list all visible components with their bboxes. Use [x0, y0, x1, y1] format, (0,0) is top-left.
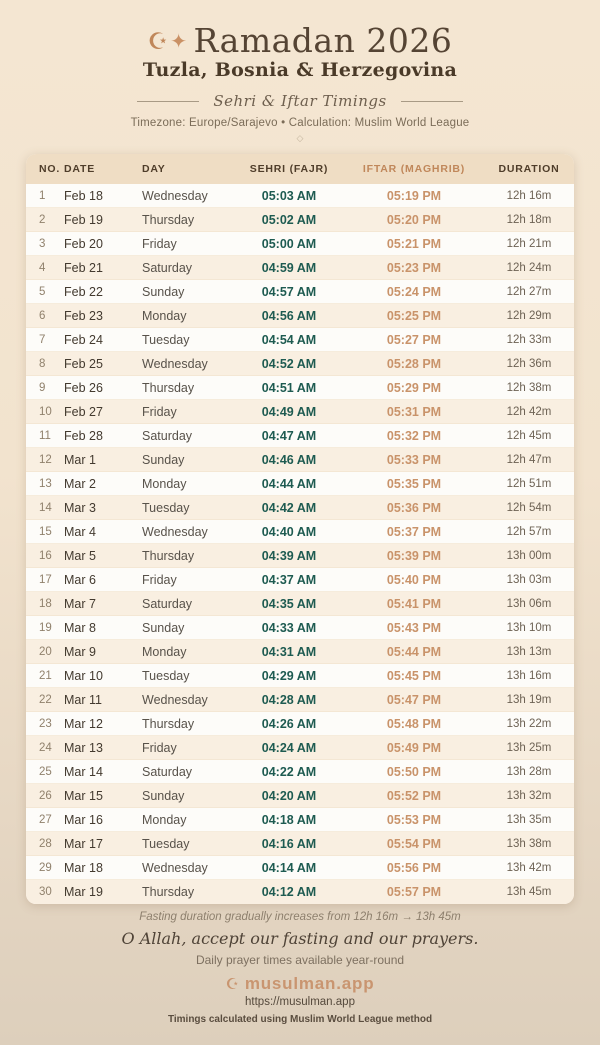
cell-no: 8 [39, 357, 46, 370]
cell-duration: 13h 22m [506, 717, 552, 730]
cell-duration: 13h 19m [506, 693, 552, 706]
divider-line-right [401, 101, 463, 102]
table-row [26, 784, 574, 808]
cell-day: Thursday [142, 380, 195, 395]
table-body [26, 184, 574, 904]
cell-iftar: 05:37 PM [386, 524, 442, 539]
cell-iftar: 05:27 PM [386, 332, 442, 347]
cell-sehri: 04:59 AM [261, 260, 317, 275]
cell-date: Mar 14 [64, 764, 103, 779]
cell-duration: 13h 42m [506, 861, 552, 874]
cell-no: 24 [39, 741, 52, 754]
table-row [26, 880, 574, 904]
cell-duration: 12h 54m [506, 501, 552, 514]
cell-no: 7 [39, 333, 46, 346]
column-header-iftar: IFTAR (MAGHRIB) [362, 163, 466, 175]
cell-iftar: 05:57 PM [386, 885, 442, 899]
page-title [0, 21, 600, 60]
cell-duration: 12h 33m [506, 333, 552, 346]
cell-sehri: 04:52 AM [261, 356, 317, 371]
sparkle-icon: ✦ [170, 29, 188, 53]
cell-duration: 12h 27m [506, 285, 552, 298]
cell-sehri: 04:42 AM [261, 500, 317, 515]
cell-no: 26 [39, 789, 52, 802]
table-row [26, 664, 574, 688]
cell-iftar: 05:33 PM [386, 452, 442, 467]
table-row [26, 184, 574, 208]
cell-date: Mar 13 [64, 740, 103, 755]
cell-day: Wednesday [142, 860, 208, 875]
cell-iftar: 05:43 PM [386, 620, 442, 635]
cell-no: 3 [39, 237, 46, 250]
cell-duration: 12h 51m [506, 477, 552, 490]
cell-no: 12 [39, 453, 52, 466]
cell-sehri: 04:56 AM [261, 308, 317, 323]
cell-date: Mar 9 [64, 644, 96, 659]
cell-no: 1 [39, 189, 46, 202]
cell-iftar: 05:56 PM [386, 860, 442, 875]
section-title: Sehri & Iftar Timings [213, 92, 387, 110]
cell-day: Monday [142, 644, 187, 659]
table-row [26, 376, 574, 400]
cell-date: Feb 25 [64, 356, 103, 371]
table-row [26, 568, 574, 592]
cell-day: Friday [142, 572, 177, 587]
table-row [26, 232, 574, 256]
table-row [26, 856, 574, 880]
cell-day: Friday [142, 740, 177, 755]
cell-sehri: 04:12 AM [261, 885, 317, 899]
table-row [26, 256, 574, 280]
section-heading [0, 92, 600, 110]
cell-day: Thursday [142, 548, 195, 563]
cell-iftar: 05:39 PM [386, 548, 442, 563]
cell-sehri: 04:35 AM [261, 596, 317, 611]
table-row [26, 736, 574, 760]
cell-no: 17 [39, 573, 52, 586]
cell-date: Feb 21 [64, 260, 103, 275]
cell-no: 28 [39, 837, 52, 850]
cell-sehri: 04:57 AM [261, 284, 317, 299]
cell-date: Feb 19 [64, 212, 103, 227]
cell-no: 18 [39, 597, 52, 610]
table-row [26, 592, 574, 616]
table-row [26, 400, 574, 424]
cell-date: Mar 18 [64, 860, 103, 875]
table-row [26, 448, 574, 472]
brand-url: https://musulman.app [245, 996, 355, 1008]
brand-label: musulman.app [244, 974, 375, 993]
cell-sehri: 04:20 AM [261, 788, 317, 803]
cell-sehri: 04:29 AM [261, 668, 317, 683]
duration-note: Fasting duration gradually increases from 12h 16m → 13h 45m [139, 911, 461, 923]
cell-iftar: 05:28 PM [386, 356, 442, 371]
cell-day: Saturday [142, 764, 193, 779]
cell-sehri: 05:00 AM [261, 236, 317, 251]
cell-no: 15 [39, 525, 52, 538]
cell-duration: 13h 13m [506, 645, 552, 658]
cell-duration: 12h 29m [506, 309, 552, 322]
cell-no: 2 [39, 213, 46, 226]
cell-no: 6 [39, 309, 46, 322]
table-header-row [26, 154, 574, 184]
cell-iftar: 05:40 PM [386, 572, 442, 587]
cell-iftar: 05:19 PM [386, 188, 442, 203]
cell-duration: 12h 24m [506, 261, 552, 274]
cell-date: Mar 3 [64, 500, 96, 515]
cell-day: Friday [142, 404, 177, 419]
cell-duration: 13h 38m [506, 837, 552, 850]
table-row [26, 496, 574, 520]
cell-date: Mar 5 [64, 548, 96, 563]
cell-day: Sunday [142, 452, 185, 467]
cell-no: 29 [39, 861, 52, 874]
cell-no: 4 [39, 261, 46, 274]
cell-sehri: 04:22 AM [261, 764, 317, 779]
table-row [26, 208, 574, 232]
cell-no: 5 [39, 285, 46, 298]
cell-day: Tuesday [142, 332, 190, 347]
cell-no: 21 [39, 669, 52, 682]
cell-date: Mar 8 [64, 620, 96, 635]
cell-iftar: 05:44 PM [386, 644, 442, 659]
cell-sehri: 04:14 AM [261, 860, 317, 875]
availability-text: Daily prayer times available year-round [195, 953, 405, 967]
cell-no: 11 [39, 429, 51, 442]
title-text: Ramadan 2026 [193, 21, 453, 60]
cell-date: Feb 23 [64, 308, 103, 323]
cell-day: Tuesday [142, 836, 190, 851]
cell-duration: 13h 35m [506, 813, 552, 826]
column-header-no: NO. [39, 163, 61, 175]
cell-date: Mar 2 [64, 476, 96, 491]
brand-crescent-icon: ☪ [225, 976, 240, 993]
cell-date: Mar 4 [64, 524, 96, 539]
table-row [26, 424, 574, 448]
cell-day: Tuesday [142, 500, 190, 515]
cell-no: 22 [39, 693, 52, 706]
cell-duration: 12h 21m [506, 237, 552, 250]
cell-date: Mar 7 [64, 596, 96, 611]
cell-date: Mar 11 [64, 692, 102, 707]
cell-no: 23 [39, 717, 52, 730]
dua-text: O Allah, accept our fasting and our prayers. [121, 929, 479, 948]
column-header-duration: DURATION [498, 163, 560, 175]
cell-iftar: 05:52 PM [386, 788, 442, 803]
cell-sehri: 05:03 AM [261, 188, 317, 203]
cell-date: Mar 10 [64, 668, 103, 683]
crescent-star-icon: ☪ [147, 29, 169, 55]
brand-name [0, 974, 600, 994]
cell-no: 20 [39, 645, 52, 658]
cell-date: Mar 19 [64, 885, 103, 899]
cell-day: Monday [142, 476, 187, 491]
cell-no: 10 [39, 405, 52, 418]
table-row [26, 352, 574, 376]
cell-iftar: 05:29 PM [386, 380, 442, 395]
cell-day: Thursday [142, 212, 195, 227]
cell-duration: 13h 06m [506, 597, 552, 610]
cell-date: Mar 12 [64, 716, 103, 731]
table-row [26, 280, 574, 304]
cell-sehri: 04:51 AM [261, 380, 317, 395]
cell-no: 9 [39, 381, 46, 394]
cell-date: Feb 20 [64, 236, 103, 251]
cell-no: 25 [39, 765, 52, 778]
cell-no: 13 [39, 477, 52, 490]
cell-no: 16 [39, 549, 52, 562]
cell-date: Feb 24 [64, 332, 103, 347]
cell-no: 27 [39, 813, 52, 826]
cell-sehri: 04:28 AM [261, 692, 317, 707]
cell-duration: 13h 03m [506, 573, 552, 586]
cell-day: Monday [142, 812, 187, 827]
cell-day: Sunday [142, 788, 185, 803]
cell-sehri: 04:33 AM [261, 620, 317, 635]
cell-iftar: 05:47 PM [386, 692, 442, 707]
cell-iftar: 05:23 PM [386, 260, 442, 275]
cell-sehri: 04:54 AM [261, 332, 317, 347]
cell-iftar: 05:24 PM [386, 284, 442, 299]
table-row [26, 328, 574, 352]
cell-iftar: 05:25 PM [386, 308, 442, 323]
cell-day: Saturday [142, 596, 193, 611]
cell-date: Mar 16 [64, 812, 103, 827]
cell-sehri: 05:02 AM [261, 212, 317, 227]
cell-iftar: 05:53 PM [386, 812, 442, 827]
cell-day: Wednesday [142, 524, 208, 539]
cell-duration: 12h 38m [506, 381, 552, 394]
cell-day: Wednesday [142, 692, 208, 707]
cell-sehri: 04:24 AM [261, 740, 317, 755]
cell-iftar: 05:31 PM [386, 404, 442, 419]
cell-date: Feb 27 [64, 404, 103, 419]
cell-sehri: 04:44 AM [261, 476, 317, 491]
cell-sehri: 04:18 AM [261, 812, 317, 827]
cell-date: Mar 6 [64, 572, 96, 587]
cell-no: 30 [39, 886, 52, 898]
cell-day: Thursday [142, 885, 195, 899]
cell-duration: 12h 57m [506, 525, 552, 538]
calculation-method-text: Timings calculated using Muslim World League method [167, 1014, 433, 1025]
cell-sehri: 04:26 AM [261, 716, 317, 731]
cell-iftar: 05:54 PM [386, 836, 442, 851]
cell-day: Wednesday [142, 356, 208, 371]
table-row [26, 304, 574, 328]
cell-date: Mar 1 [64, 452, 96, 467]
cell-duration: 13h 00m [506, 549, 552, 562]
table-row [26, 808, 574, 832]
cell-no: 19 [39, 621, 52, 634]
table-row [26, 688, 574, 712]
divider-line-left [137, 101, 199, 102]
table-row [26, 616, 574, 640]
cell-duration: 12h 36m [506, 357, 552, 370]
timings-table-card [26, 154, 574, 904]
cell-duration: 12h 16m [506, 189, 552, 202]
cell-day: Sunday [142, 620, 185, 635]
cell-date: Feb 18 [64, 188, 103, 203]
cell-iftar: 05:45 PM [386, 668, 442, 683]
cell-iftar: 05:50 PM [386, 764, 442, 779]
cell-duration: 13h 16m [506, 669, 552, 682]
cell-iftar: 05:21 PM [386, 236, 442, 251]
cell-duration: 13h 28m [506, 765, 552, 778]
cell-day: Monday [142, 308, 187, 323]
cell-iftar: 05:36 PM [386, 500, 442, 515]
cell-iftar: 05:41 PM [386, 596, 442, 611]
cell-duration: 13h 10m [506, 621, 552, 634]
cell-duration: 13h 32m [506, 789, 552, 802]
cell-sehri: 04:47 AM [261, 428, 317, 443]
column-header-sehri: SEHRI (FAJR) [249, 163, 329, 175]
cell-day: Saturday [142, 428, 193, 443]
table-row [26, 544, 574, 568]
cell-iftar: 05:32 PM [386, 428, 442, 443]
cell-day: Saturday [142, 260, 193, 275]
cell-duration: 13h 25m [506, 741, 552, 754]
cell-no: 14 [39, 501, 52, 514]
table-row [26, 472, 574, 496]
cell-date: Feb 26 [64, 380, 103, 395]
table-row [26, 760, 574, 784]
cell-sehri: 04:49 AM [261, 404, 317, 419]
cell-day: Friday [142, 236, 177, 251]
cell-sehri: 04:40 AM [261, 524, 317, 539]
cell-duration: 12h 45m [506, 429, 552, 442]
cell-sehri: 04:16 AM [261, 836, 317, 851]
cell-iftar: 05:48 PM [386, 716, 442, 731]
cell-sehri: 04:39 AM [261, 548, 317, 563]
cell-duration: 13h 45m [506, 886, 552, 898]
cell-date: Mar 15 [64, 788, 103, 803]
table-row [26, 712, 574, 736]
cell-sehri: 04:37 AM [261, 572, 317, 587]
cell-day: Wednesday [142, 188, 208, 203]
cell-date: Feb 28 [64, 428, 103, 443]
cell-iftar: 05:35 PM [386, 476, 442, 491]
cell-duration: 12h 42m [506, 405, 552, 418]
table-row [26, 520, 574, 544]
cell-day: Sunday [142, 284, 185, 299]
table-row [26, 832, 574, 856]
cell-sehri: 04:46 AM [261, 452, 317, 467]
timezone-calculation-meta: Timezone: Europe/Sarajevo • Calculation: Muslim World League [130, 117, 470, 129]
location-subtitle: Tuzla, Bosnia & Herzegovina [142, 59, 458, 81]
cell-duration: 12h 18m [506, 213, 552, 226]
cell-date: Feb 22 [64, 284, 103, 299]
cell-iftar: 05:20 PM [386, 212, 442, 227]
table-row [26, 640, 574, 664]
cell-day: Tuesday [142, 668, 190, 683]
cell-date: Mar 17 [64, 836, 103, 851]
cell-duration: 12h 47m [506, 453, 552, 466]
cell-day: Thursday [142, 716, 195, 731]
cell-iftar: 05:49 PM [386, 740, 442, 755]
diamond-ornament-icon: ◇ [296, 133, 304, 143]
cell-sehri: 04:31 AM [261, 644, 317, 659]
column-header-date: DATE [64, 163, 96, 175]
column-header-day: DAY [142, 163, 166, 175]
